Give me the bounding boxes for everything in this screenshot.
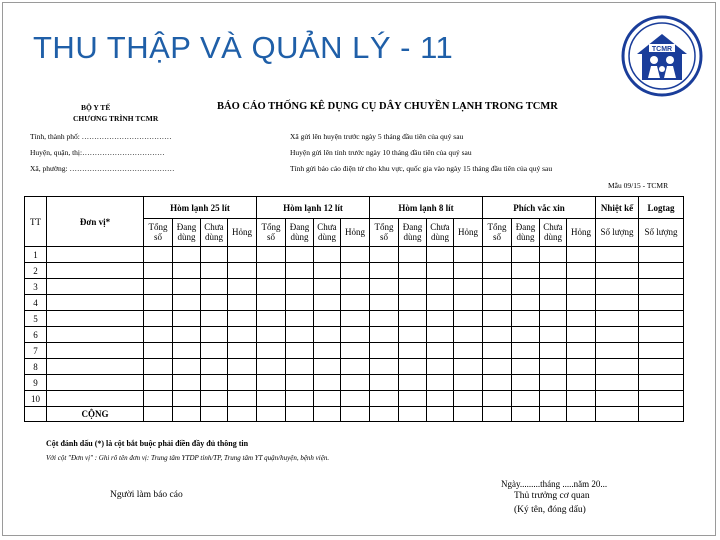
table-cell[interactable] [370, 343, 399, 359]
table-cell[interactable] [427, 263, 454, 279]
tcmr-logo [620, 14, 704, 98]
table-cell[interactable] [483, 375, 512, 391]
sub-broken: Hỏng [228, 219, 257, 247]
table-cell[interactable] [341, 407, 370, 422]
table-cell[interactable] [512, 407, 540, 422]
table-cell[interactable] [512, 279, 540, 295]
head-title: Thủ trưởng cơ quan [514, 491, 590, 501]
table-cell[interactable] [257, 247, 286, 263]
table-cell[interactable] [201, 279, 228, 295]
footnote-unit: Với cột "Đơn vị" : Ghi rõ tên đơn vị: Trung tâm YTDP tỉnh/TP, Trung tâm YT quận/huyện, bệnh viện. [46, 454, 330, 462]
table-cell[interactable] [314, 391, 341, 407]
group-cooler-8l: Hòm lạnh 8 lít [370, 197, 483, 219]
row-number: 5 [25, 311, 47, 327]
table-cell[interactable] [201, 407, 228, 422]
table-cell[interactable] [314, 295, 341, 311]
table-cell[interactable] [341, 375, 370, 391]
table-cell[interactable] [341, 391, 370, 407]
table-cell[interactable] [47, 375, 144, 391]
table-row [25, 263, 684, 279]
table-cell[interactable] [399, 295, 427, 311]
note-district: Huyện gửi lên tỉnh trước ngày 10 tháng đầu tiên của quý sau [290, 148, 472, 157]
table-cell[interactable] [454, 263, 483, 279]
org-line-1: BỘ Y TẾ [81, 103, 111, 112]
table-cell[interactable] [512, 295, 540, 311]
table-cell[interactable] [341, 343, 370, 359]
row-number: 2 [25, 263, 47, 279]
logo-text: TCMR [651, 46, 673, 53]
table-cell[interactable] [173, 263, 201, 279]
table-cell[interactable] [370, 407, 399, 422]
field-commune[interactable]: Xã, phường: …………………………………… [30, 164, 175, 173]
table-cell[interactable] [257, 279, 286, 295]
table-cell[interactable] [314, 279, 341, 295]
sub-broken: Hỏng [341, 219, 370, 247]
table-cell[interactable] [596, 375, 639, 391]
table-cell[interactable] [144, 359, 173, 375]
sub-unused: Chưa dùng [314, 219, 341, 247]
table-cell[interactable] [173, 391, 201, 407]
table-cell[interactable] [540, 311, 567, 327]
table-cell[interactable] [228, 311, 257, 327]
table-cell[interactable] [540, 279, 567, 295]
table-cell[interactable] [567, 359, 596, 375]
table-cell[interactable] [370, 359, 399, 375]
table-cell[interactable] [454, 295, 483, 311]
table-cell[interactable] [228, 375, 257, 391]
row-number: 3 [25, 279, 47, 295]
note-commune: Xã gửi lên huyện trước ngày 5 tháng đầu tiên của quý sau [290, 132, 464, 141]
table-cell[interactable] [512, 359, 540, 375]
table-cell[interactable] [144, 263, 173, 279]
table-cell[interactable] [399, 391, 427, 407]
table-cell[interactable] [47, 263, 144, 279]
reporter-label: Người làm báo cáo [110, 490, 183, 500]
table-cell[interactable] [567, 343, 596, 359]
table-cell[interactable] [341, 327, 370, 343]
table-cell[interactable] [286, 311, 314, 327]
table-cell[interactable] [540, 295, 567, 311]
table-cell[interactable] [596, 343, 639, 359]
table-cell[interactable] [596, 295, 639, 311]
table-cell[interactable] [173, 279, 201, 295]
table-cell[interactable] [639, 327, 684, 343]
sub-in-use: Đang dùng [173, 219, 201, 247]
table-cell[interactable] [483, 359, 512, 375]
row-number: 9 [25, 375, 47, 391]
table-cell[interactable] [596, 391, 639, 407]
table-cell[interactable] [454, 327, 483, 343]
field-district[interactable]: Huyện, quận, thị:…………………………… [30, 148, 165, 157]
table-cell[interactable] [567, 375, 596, 391]
table-cell[interactable] [201, 375, 228, 391]
table-cell[interactable] [314, 247, 341, 263]
sub-total: Tổng số [370, 219, 399, 247]
table-cell[interactable] [257, 407, 286, 422]
table-cell[interactable] [314, 407, 341, 422]
table-cell[interactable] [454, 343, 483, 359]
table-cell[interactable] [399, 327, 427, 343]
table-cell[interactable] [399, 343, 427, 359]
table-cell[interactable] [512, 375, 540, 391]
sub-in-use: Đang dùng [286, 219, 314, 247]
table-cell[interactable] [201, 359, 228, 375]
table-cell[interactable] [483, 311, 512, 327]
table-cell[interactable] [144, 391, 173, 407]
table-cell[interactable] [144, 247, 173, 263]
table-cell[interactable] [341, 311, 370, 327]
sub-total: Tổng số [483, 219, 512, 247]
table-cell[interactable] [257, 311, 286, 327]
table-cell[interactable] [427, 407, 454, 422]
table-cell[interactable] [540, 359, 567, 375]
row-number: 10 [25, 391, 47, 407]
table-cell[interactable] [228, 343, 257, 359]
table-cell[interactable] [567, 247, 596, 263]
sub-unused: Chưa dùng [201, 219, 228, 247]
table-cell[interactable] [286, 327, 314, 343]
table-cell[interactable] [314, 263, 341, 279]
total-label: CỘNG [47, 407, 144, 422]
table-cell[interactable] [454, 359, 483, 375]
table-cell[interactable] [173, 407, 201, 422]
table-cell[interactable] [567, 407, 596, 422]
table-cell[interactable] [639, 407, 684, 422]
table-cell[interactable] [540, 263, 567, 279]
table-cell[interactable] [286, 247, 314, 263]
table-cell[interactable] [567, 295, 596, 311]
table-cell[interactable] [567, 391, 596, 407]
col-tt: TT [25, 197, 47, 247]
table-cell[interactable] [454, 279, 483, 295]
table-cell[interactable] [399, 359, 427, 375]
table-cell[interactable] [370, 263, 399, 279]
table-cell[interactable] [228, 247, 257, 263]
table-cell[interactable] [427, 295, 454, 311]
row-number: 6 [25, 327, 47, 343]
table-cell[interactable] [341, 279, 370, 295]
table-cell[interactable] [173, 327, 201, 343]
col-unit: Đơn vị* [47, 197, 144, 247]
table-cell[interactable] [257, 343, 286, 359]
table-cell[interactable] [286, 359, 314, 375]
table-cell[interactable] [201, 311, 228, 327]
table-cell[interactable] [341, 359, 370, 375]
table-cell[interactable] [47, 343, 144, 359]
table-cell[interactable] [427, 247, 454, 263]
table-cell[interactable] [399, 375, 427, 391]
table-cell[interactable] [144, 343, 173, 359]
table-cell[interactable] [47, 295, 144, 311]
table-cell[interactable] [639, 375, 684, 391]
table-cell[interactable] [427, 311, 454, 327]
table-cell[interactable] [47, 247, 144, 263]
table-cell[interactable] [596, 327, 639, 343]
table-cell[interactable] [228, 359, 257, 375]
table-cell[interactable] [228, 407, 257, 422]
table-cell[interactable] [286, 279, 314, 295]
table-cell[interactable] [173, 295, 201, 311]
table-cell[interactable] [427, 279, 454, 295]
field-province[interactable]: Tỉnh, thành phố: ……………………………… [30, 132, 172, 141]
table-cell[interactable] [540, 247, 567, 263]
table-cell[interactable] [228, 391, 257, 407]
table-cell[interactable] [639, 295, 684, 311]
date-line[interactable]: Ngày.........tháng .....năm 20... [501, 479, 608, 489]
table-cell[interactable] [639, 311, 684, 327]
table-cell[interactable] [257, 327, 286, 343]
table-cell[interactable] [201, 295, 228, 311]
table-cell[interactable] [370, 375, 399, 391]
table-cell[interactable] [427, 327, 454, 343]
table-cell[interactable] [144, 375, 173, 391]
table-cell[interactable] [47, 327, 144, 343]
table-cell[interactable] [257, 295, 286, 311]
table-row [25, 247, 684, 263]
table-cell[interactable] [341, 263, 370, 279]
table-cell[interactable] [370, 327, 399, 343]
note-province: Tỉnh gửi báo cáo điện tử cho khu vực, quốc gia vào ngày 15 tháng đầu tiên của quý sau [290, 164, 553, 173]
sub-unused: Chưa dùng [540, 219, 567, 247]
table-cell[interactable] [427, 391, 454, 407]
table-cell[interactable] [639, 263, 684, 279]
table-row [25, 327, 684, 343]
table-cell[interactable] [512, 343, 540, 359]
table-cell[interactable] [567, 279, 596, 295]
sub-in-use: Đang dùng [399, 219, 427, 247]
table-cell[interactable] [483, 327, 512, 343]
table-cell[interactable] [286, 263, 314, 279]
sub-broken: Hỏng [454, 219, 483, 247]
equipment-table [24, 196, 684, 422]
table-cell[interactable] [540, 391, 567, 407]
table-cell[interactable] [567, 327, 596, 343]
table-cell[interactable] [286, 407, 314, 422]
table-cell[interactable] [47, 279, 144, 295]
table-cell[interactable] [427, 359, 454, 375]
table-cell[interactable] [596, 311, 639, 327]
table-cell[interactable] [454, 375, 483, 391]
table-row [25, 279, 684, 295]
table-cell[interactable] [540, 407, 567, 422]
table-cell[interactable] [144, 279, 173, 295]
org-line-2: CHƯƠNG TRÌNH TCMR [73, 114, 159, 123]
table-cell[interactable] [567, 311, 596, 327]
table-cell[interactable] [483, 279, 512, 295]
table-cell[interactable] [25, 407, 47, 422]
table-cell[interactable] [512, 247, 540, 263]
table-cell[interactable] [427, 343, 454, 359]
table-cell[interactable] [144, 327, 173, 343]
table-cell[interactable] [257, 263, 286, 279]
table-cell[interactable] [286, 295, 314, 311]
table-cell[interactable] [173, 311, 201, 327]
table-cell[interactable] [47, 359, 144, 375]
table-cell[interactable] [512, 327, 540, 343]
report-document [24, 98, 699, 528]
table-cell[interactable] [512, 391, 540, 407]
table-cell[interactable] [399, 311, 427, 327]
table-cell[interactable] [370, 279, 399, 295]
table-cell[interactable] [454, 311, 483, 327]
table-cell[interactable] [567, 263, 596, 279]
table-cell[interactable] [399, 247, 427, 263]
table-row [25, 359, 684, 375]
table-cell[interactable] [639, 359, 684, 375]
row-number: 4 [25, 295, 47, 311]
sub-in-use: Đang dùng [512, 219, 540, 247]
table-cell[interactable] [639, 247, 684, 263]
table-cell[interactable] [370, 311, 399, 327]
table-cell[interactable] [596, 407, 639, 422]
table-cell[interactable] [399, 279, 427, 295]
sub-total: Tổng số [257, 219, 286, 247]
table-row [25, 343, 684, 359]
table-cell[interactable] [173, 375, 201, 391]
table-cell[interactable] [314, 375, 341, 391]
table-cell[interactable] [257, 359, 286, 375]
sign-note: (Ký tên, đóng dấu) [514, 505, 586, 515]
sub-broken: Hỏng [567, 219, 596, 247]
table-row [25, 295, 684, 311]
table-cell[interactable] [228, 295, 257, 311]
table-cell[interactable] [341, 247, 370, 263]
table-cell[interactable] [228, 263, 257, 279]
group-cooler-12l: Hòm lạnh 12 lít [257, 197, 370, 219]
row-number: 1 [25, 247, 47, 263]
table-cell[interactable] [483, 343, 512, 359]
table-cell[interactable] [228, 327, 257, 343]
slide-title: THU THẬP VÀ QUẢN LÝ - 11 [33, 30, 454, 65]
table-cell[interactable] [540, 327, 567, 343]
table-cell[interactable] [483, 247, 512, 263]
table-cell[interactable] [483, 295, 512, 311]
report-title: BÁO CÁO THỐNG KÊ DỤNG CỤ DÂY CHUYỀN LẠNH TRONG TCMR [217, 101, 558, 112]
table-cell[interactable] [483, 407, 512, 422]
table-cell[interactable] [228, 279, 257, 295]
group-vaccine-carrier: Phích vắc xin [483, 197, 596, 219]
table-cell[interactable] [173, 343, 201, 359]
table-cell[interactable] [47, 391, 144, 407]
table-cell[interactable] [286, 391, 314, 407]
table-cell[interactable] [201, 391, 228, 407]
table-row [25, 311, 684, 327]
table-cell[interactable] [314, 359, 341, 375]
table-cell[interactable] [454, 407, 483, 422]
table-cell[interactable] [399, 263, 427, 279]
group-thermometer: Nhiệt kế [596, 197, 639, 219]
table-row [25, 391, 684, 407]
table-cell[interactable] [201, 343, 228, 359]
sub-count: Số lượng [639, 219, 684, 247]
table-cell[interactable] [286, 343, 314, 359]
table-cell[interactable] [47, 311, 144, 327]
table-cell[interactable] [596, 279, 639, 295]
table-cell[interactable] [454, 391, 483, 407]
table-cell[interactable] [596, 359, 639, 375]
table-cell[interactable] [540, 375, 567, 391]
table-cell[interactable] [257, 391, 286, 407]
sub-count: Số lượng [596, 219, 639, 247]
table-cell[interactable] [314, 343, 341, 359]
row-number: 8 [25, 359, 47, 375]
table-cell[interactable] [201, 247, 228, 263]
table-cell[interactable] [483, 391, 512, 407]
table-cell[interactable] [370, 295, 399, 311]
table-cell[interactable] [639, 391, 684, 407]
row-number: 7 [25, 343, 47, 359]
table-cell[interactable] [314, 311, 341, 327]
group-logtag: Logtag [639, 197, 684, 219]
footnote-required: Cột đánh dấu (*) là cột bắt buộc phải điền đầy đủ thông tin [46, 439, 249, 448]
table-row [25, 375, 684, 391]
table-cell[interactable] [341, 295, 370, 311]
table-cell[interactable] [286, 375, 314, 391]
table-cell[interactable] [201, 327, 228, 343]
table-cell[interactable] [454, 247, 483, 263]
sub-unused: Chưa dùng [427, 219, 454, 247]
table-cell[interactable] [144, 407, 173, 422]
table-cell[interactable] [314, 327, 341, 343]
table-cell[interactable] [173, 247, 201, 263]
table-cell[interactable] [201, 263, 228, 279]
table-cell[interactable] [512, 311, 540, 327]
table-cell[interactable] [144, 295, 173, 311]
group-cooler-25l: Hòm lạnh 25 lít [144, 197, 257, 219]
table-cell[interactable] [483, 263, 512, 279]
table-cell[interactable] [596, 247, 639, 263]
table-cell[interactable] [370, 391, 399, 407]
table-cell[interactable] [370, 247, 399, 263]
table-cell[interactable] [639, 343, 684, 359]
table-cell[interactable] [257, 375, 286, 391]
sub-total: Tổng số [144, 219, 173, 247]
form-code: Mẫu 09/15 - TCMR [608, 181, 669, 190]
table-cell[interactable] [144, 311, 173, 327]
table-cell[interactable] [173, 359, 201, 375]
table-cell[interactable] [427, 375, 454, 391]
table-cell[interactable] [596, 263, 639, 279]
table-cell[interactable] [540, 343, 567, 359]
table-cell[interactable] [512, 263, 540, 279]
table-cell[interactable] [399, 407, 427, 422]
table-cell[interactable] [639, 279, 684, 295]
